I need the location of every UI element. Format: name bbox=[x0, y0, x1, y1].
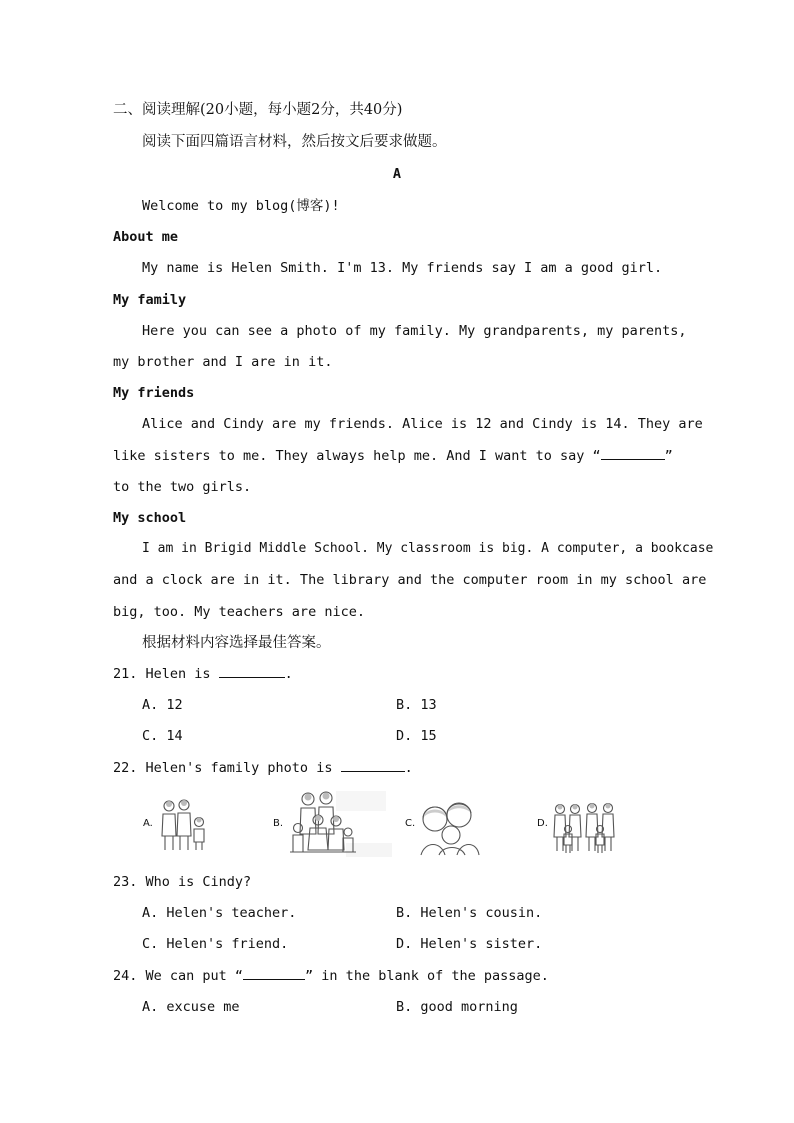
question-22-option-c-label: C. bbox=[405, 818, 416, 829]
question-22-text: 22. Helen's family photo is bbox=[113, 760, 341, 776]
friends-heading: My friends bbox=[113, 385, 195, 401]
question-24-option-a[interactable]: A. excuse me bbox=[142, 999, 240, 1015]
question-23-option-a[interactable]: A. Helen's teacher. bbox=[142, 905, 297, 921]
question-21-period: . bbox=[284, 666, 293, 682]
family-text-2: my brother and I are in it. bbox=[113, 354, 333, 370]
family-text-1: Here you can see a photo of my family. My grandparents, my parents, bbox=[142, 323, 687, 339]
question-21-text: 21. Helen is bbox=[113, 666, 219, 682]
questions-instruction: 根据材料内容选择最佳答案。 bbox=[142, 635, 331, 651]
friends-text-2-a: like sisters to me. They always help me. And I want to say “ bbox=[113, 448, 601, 464]
passage-intro: Welcome to my blog(博客)! bbox=[142, 198, 340, 214]
question-21-stem bbox=[113, 665, 293, 683]
section-instruction: 阅读下面四篇语言材料，然后按文后要求做题。 bbox=[142, 134, 447, 150]
question-23-stem: 23. Who is Cindy? bbox=[113, 874, 252, 890]
question-24-blank bbox=[243, 967, 305, 980]
about-heading: About me bbox=[113, 229, 179, 245]
question-22-blank bbox=[341, 759, 405, 772]
question-22-period: . bbox=[404, 760, 413, 776]
school-heading: My school bbox=[113, 510, 187, 526]
section-title: 二、阅读理解(20小题，每小题2分，共40分) bbox=[113, 102, 403, 118]
question-23-option-c[interactable]: C. Helen's friend. bbox=[142, 936, 289, 952]
question-24-option-b[interactable]: B. good morning bbox=[396, 999, 518, 1015]
question-23-option-b[interactable]: B. Helen's cousin. bbox=[396, 905, 543, 921]
about-text: My name is Helen Smith. I'm 13. My friends say I am a good girl. bbox=[142, 260, 663, 276]
family-photo-b-image[interactable] bbox=[286, 788, 392, 860]
question-22-option-d-label: D. bbox=[537, 818, 548, 829]
family-photo-a-image[interactable] bbox=[156, 796, 212, 852]
friends-text-3: to the two girls. bbox=[113, 479, 252, 495]
school-text-1: I am in Brigid Middle School. My classroom is big. A computer, a bookcase bbox=[142, 541, 714, 556]
passage-answer-blank bbox=[601, 447, 665, 460]
school-text-2: and a clock are in it. The library and the computer room in my school are bbox=[113, 572, 707, 588]
question-24-stem bbox=[113, 967, 549, 985]
school-text-3: big, too. My teachers are nice. bbox=[113, 604, 365, 620]
question-22-option-a-label: A. bbox=[143, 818, 153, 829]
question-21-option-a[interactable]: A. 12 bbox=[142, 697, 183, 713]
passage-label: A bbox=[392, 166, 402, 182]
question-22-option-b-label: B. bbox=[273, 818, 284, 829]
question-22-stem bbox=[113, 759, 413, 777]
question-24-text-a: 24. We can put “ bbox=[113, 968, 244, 984]
question-21-blank bbox=[219, 665, 285, 678]
question-21-option-c[interactable]: C. 14 bbox=[142, 728, 183, 744]
family-photo-d-image[interactable] bbox=[550, 799, 622, 857]
question-23-option-d[interactable]: D. Helen's sister. bbox=[396, 936, 543, 952]
question-24-text-b: ” in the blank of the passage. bbox=[305, 968, 549, 984]
friends-text-1: Alice and Cindy are my friends. Alice is 12 and Cindy is 14. They are bbox=[142, 416, 703, 432]
friends-text-2 bbox=[113, 447, 673, 465]
question-21-option-d[interactable]: D. 15 bbox=[396, 728, 437, 744]
friends-text-2-b: ” bbox=[664, 448, 673, 464]
question-21-option-b[interactable]: B. 13 bbox=[396, 697, 437, 713]
family-photo-c-image[interactable] bbox=[417, 797, 483, 857]
family-heading: My family bbox=[113, 292, 187, 308]
